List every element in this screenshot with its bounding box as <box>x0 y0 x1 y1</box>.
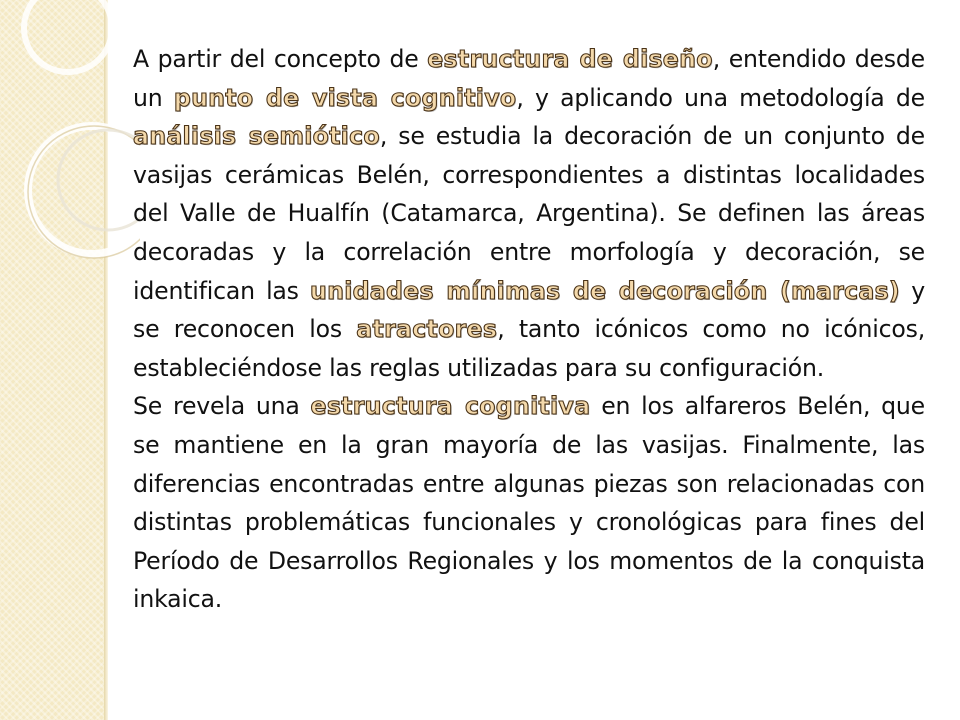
p1-text-5: y se reconocen los <box>133 276 926 344</box>
p1-text-2: , entendido desde un <box>133 45 925 112</box>
p1-highlight-punto-de-vista-cognitivo: punto de vista cognitivo <box>173 83 517 112</box>
abstract-text <box>133 40 925 619</box>
paragraph-1 <box>133 40 925 387</box>
ring-top <box>24 0 112 72</box>
p1-highlight-unidades-minimas: unidades mínimas de decoración (marcas) <box>310 276 901 305</box>
p1-text-6: , tanto icónicos como no icónicos, estableciéndose las reglas utilizadas para su configuración. <box>133 315 926 382</box>
p1-highlight-atractores: atractores <box>356 315 498 344</box>
p1-highlight-estructura-de-diseno: estructura de diseño <box>427 45 713 73</box>
ring-large <box>28 126 140 254</box>
decorative-rings <box>0 0 140 330</box>
paragraph-2 <box>133 387 925 619</box>
p2-highlight-estructura-cognitiva: estructura cognitiva <box>310 392 591 421</box>
p1-highlight-analisis-semiotico: análisis semiótico <box>133 122 380 151</box>
p1-text-1: A partir del concepto de <box>133 45 428 73</box>
p1-text-3: , y aplicando una metodología de <box>516 83 926 112</box>
p2-text-2: en los alfareros Belén, que se mantiene en la gran mayoría de las vasijas. Finalmente, las diferencias encontradas entre algunas piezas son relacionadas con distintas problemáticas funcionales y cronológicas para fines del Período de Desarrollos Regionales y los momentos de la conquista inkaica. <box>133 392 925 614</box>
ring-inner <box>58 130 140 230</box>
p2-text-1: Se revela una <box>133 392 311 421</box>
p1-text-4: , se estudia la decoración de un conjunto de vasijas cerámicas Belén, correspondientes a distintas localidades del Valle de Hualfín (Catamarca, Argentina). Se definen las áreas decoradas y la correlación entre morfología y decoración, se identifican las <box>133 122 925 305</box>
